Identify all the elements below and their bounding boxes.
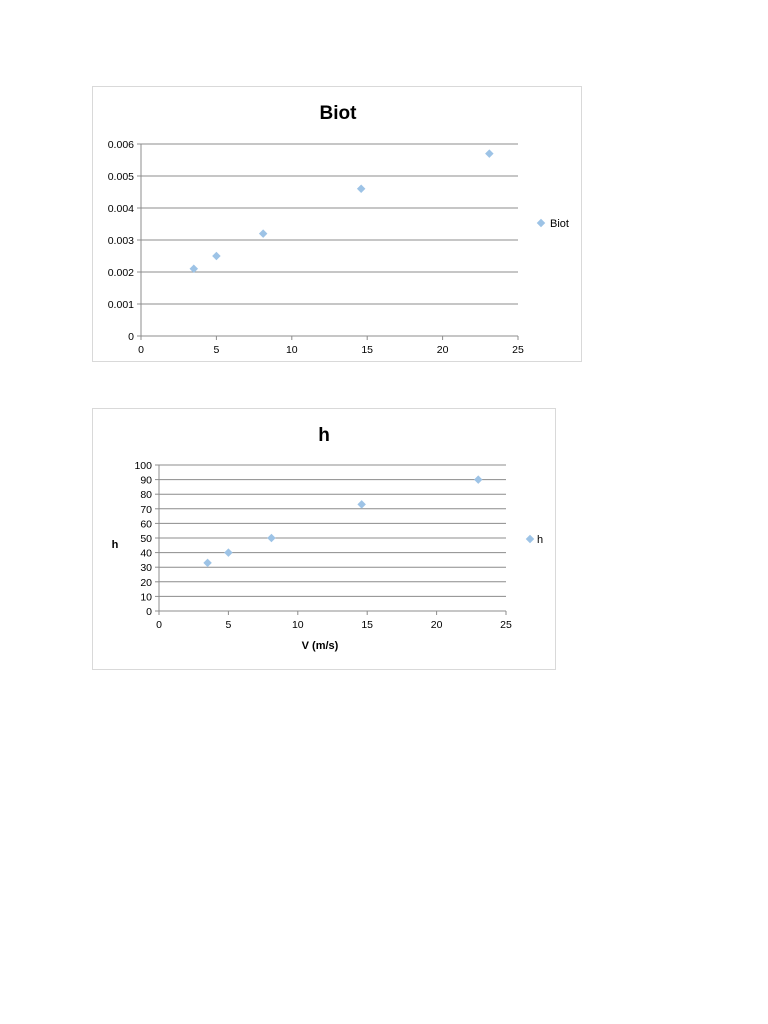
chart-title: h	[318, 425, 330, 446]
axes	[155, 465, 506, 615]
x-tick-label: 25	[512, 344, 524, 356]
biot-chart	[92, 86, 582, 362]
y-tick-label: 0.003	[107, 235, 134, 247]
y-tick-label: 100	[134, 460, 152, 472]
chart-title: Biot	[319, 103, 357, 124]
data-points	[203, 475, 482, 567]
data-point	[485, 149, 493, 157]
data-point	[474, 475, 482, 483]
data-point	[212, 252, 220, 260]
y-tick-label: 20	[140, 576, 152, 589]
y-tick-label: 30	[140, 562, 152, 575]
x-tick-label: 25	[500, 619, 512, 631]
x-tick-label: 15	[361, 344, 374, 356]
x-tick-label: 10	[285, 344, 298, 356]
x-tick-label: 20	[436, 344, 449, 356]
legend-label: h	[537, 534, 544, 546]
y-tick-label: 0.006	[107, 139, 134, 151]
x-axis-label: V (m/s)	[301, 640, 339, 652]
axes	[137, 144, 518, 340]
y-tick-label: 0	[128, 331, 134, 343]
y-tick-labels	[134, 460, 152, 618]
y-tick-label: 0.005	[107, 171, 134, 183]
legend-label: Biot	[550, 218, 569, 230]
data-points	[190, 149, 494, 273]
x-tick-label: 15	[361, 619, 374, 631]
legend-marker	[537, 219, 545, 227]
y-tick-label: 0.004	[107, 203, 134, 215]
grid-lines	[159, 465, 506, 596]
y-axis-label: h	[111, 539, 119, 551]
y-tick-label: 50	[140, 533, 152, 545]
y-tick-label: 70	[140, 503, 152, 516]
data-point	[267, 534, 275, 542]
x-tick-label: 10	[291, 619, 304, 631]
y-tick-label: 0	[146, 606, 152, 618]
biot-chart-svg	[93, 87, 583, 363]
y-tick-label: 40	[140, 547, 152, 560]
x-tick-labels	[138, 344, 524, 356]
x-tick-label: 5	[213, 344, 220, 356]
y-tick-label: 90	[140, 474, 152, 487]
data-point	[259, 229, 267, 237]
data-point	[357, 500, 365, 508]
y-tick-label: 0.001	[107, 299, 134, 311]
x-tick-label: 5	[225, 619, 232, 631]
x-tick-label: 0	[156, 619, 162, 631]
legend	[526, 534, 543, 546]
y-tick-label: 10	[140, 591, 152, 604]
y-tick-labels	[108, 139, 134, 343]
data-point	[203, 559, 211, 567]
h-chart	[92, 408, 556, 670]
grid-lines	[141, 144, 518, 304]
x-tick-label: 0	[138, 344, 144, 356]
h-chart-svg	[93, 409, 557, 671]
y-tick-label: 80	[140, 489, 152, 502]
legend-marker	[526, 535, 534, 543]
legend	[537, 218, 569, 230]
y-tick-label: 0.002	[107, 267, 134, 279]
data-point	[224, 548, 232, 556]
data-point	[357, 185, 365, 193]
y-tick-label: 60	[140, 518, 152, 531]
x-tick-labels	[156, 619, 512, 631]
x-tick-label: 20	[430, 619, 443, 631]
